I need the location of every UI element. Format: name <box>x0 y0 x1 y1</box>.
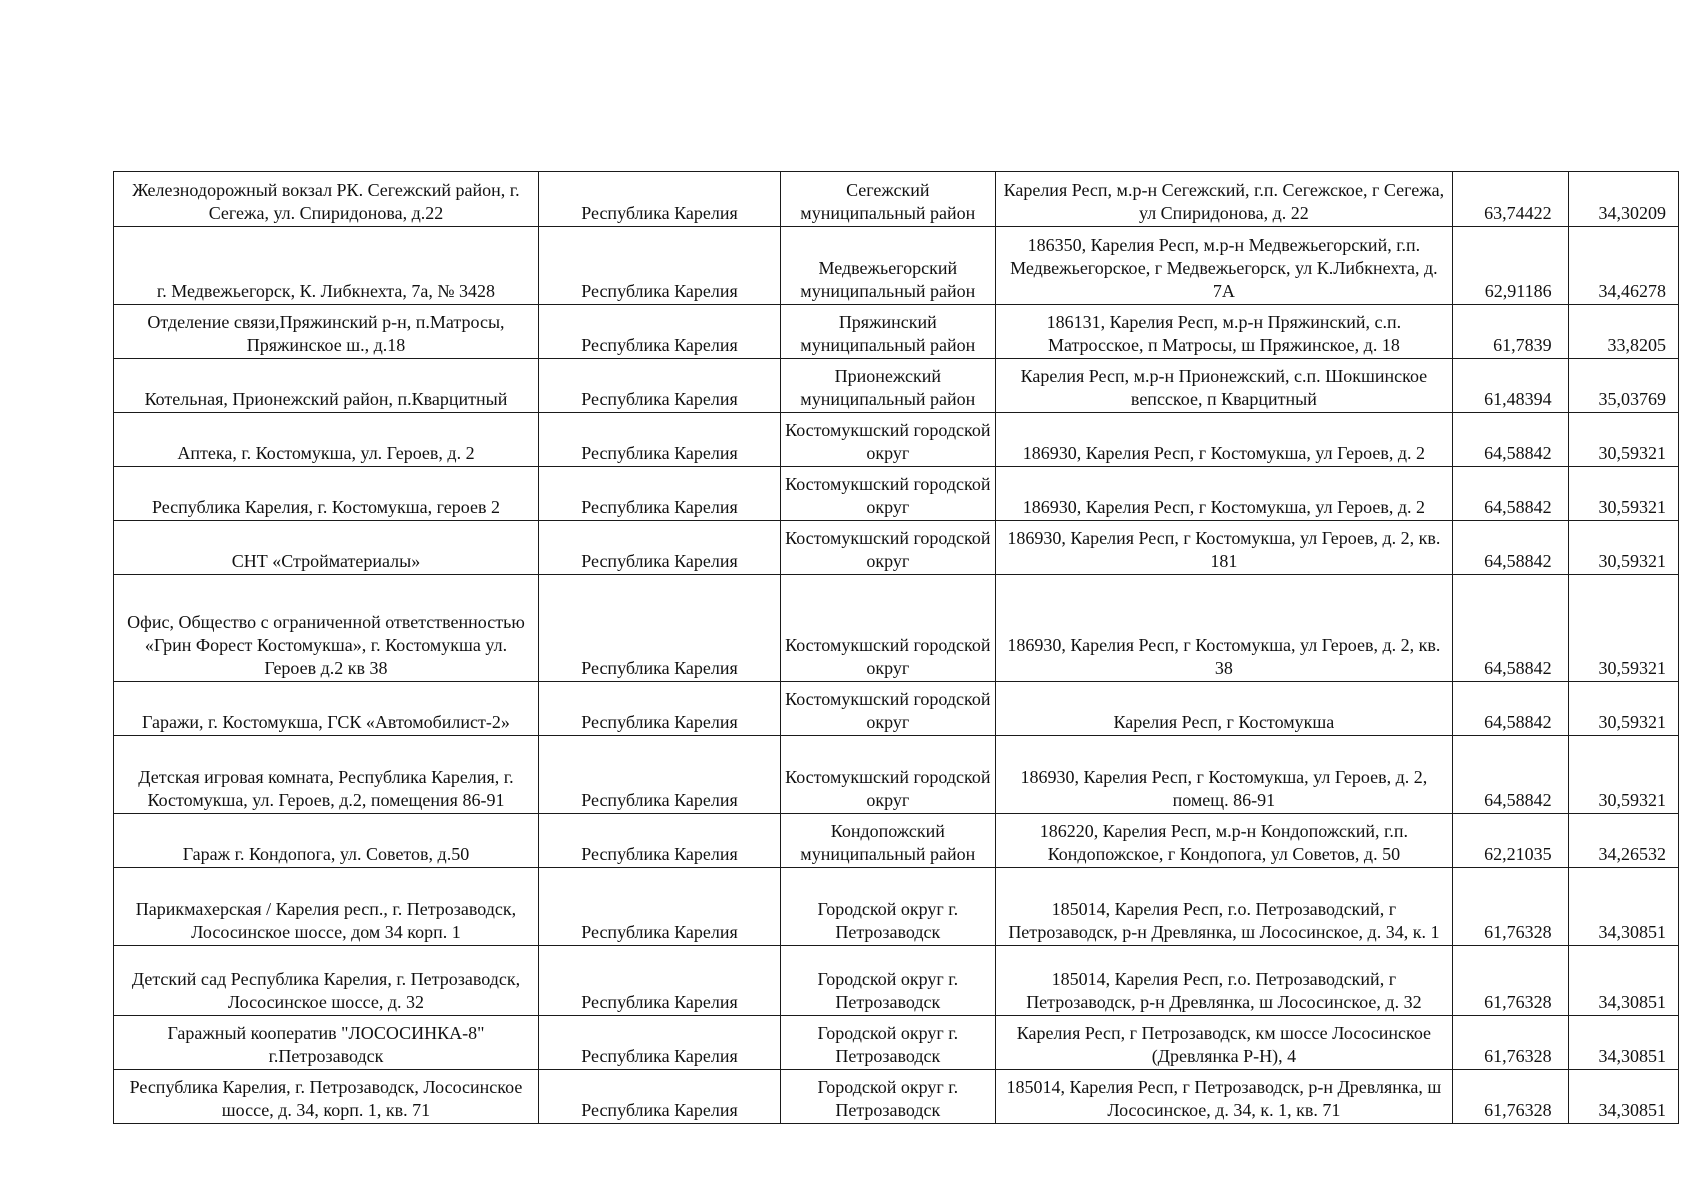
longitude-cell: 34,30851 <box>1568 946 1678 1016</box>
address-cell: 186930, Карелия Респ, г Костомукша, ул Героев, д. 2 <box>995 413 1453 467</box>
longitude-cell: 30,59321 <box>1568 575 1678 682</box>
district-cell: Пряжинский муниципальный район <box>781 305 996 359</box>
location-name-cell: Республика Карелия, г. Костомукша, героев 2 <box>114 467 539 521</box>
latitude-cell: 64,58842 <box>1453 575 1568 682</box>
region-cell: Республика Карелия <box>538 227 780 305</box>
table-row <box>114 413 1679 467</box>
region-cell: Республика Карелия <box>538 946 780 1016</box>
location-name-cell: Железнодорожный вокзал РК. Сегежский район, г. Сегежа, ул. Спиридонова, д.22 <box>114 172 539 227</box>
location-name-cell: Детская игровая комната, Республика Карелия, г. Костомукша, ул. Героев, д.2, помещения 86-91 <box>114 736 539 814</box>
longitude-cell: 30,59321 <box>1568 413 1678 467</box>
district-cell: Городской округ г. Петрозаводск <box>781 1016 996 1070</box>
latitude-cell: 63,74422 <box>1453 172 1568 227</box>
region-cell: Республика Карелия <box>538 467 780 521</box>
address-cell: Карелия Респ, г Костомукша <box>995 682 1453 736</box>
table-row <box>114 682 1679 736</box>
longitude-cell: 34,46278 <box>1568 227 1678 305</box>
address-cell: Карелия Респ, м.р-н Прионежский, с.п. Шокшинское вепсское, п Кварцитный <box>995 359 1453 413</box>
longitude-cell: 34,30851 <box>1568 868 1678 946</box>
address-cell: Карелия Респ, м.р-н Сегежский, г.п. Сегежское, г Сегежа, ул Спиридонова, д. 22 <box>995 172 1453 227</box>
latitude-cell: 64,58842 <box>1453 467 1568 521</box>
region-cell: Республика Карелия <box>538 575 780 682</box>
region-cell: Республика Карелия <box>538 359 780 413</box>
longitude-cell: 34,30851 <box>1568 1070 1678 1124</box>
address-cell: 185014, Карелия Респ, г Петрозаводск, р-н Древлянка, ш Лососинское, д. 34, к. 1, кв. 71 <box>995 1070 1453 1124</box>
address-cell: 185014, Карелия Респ, г.о. Петрозаводский, г Петрозаводск, р-н Древлянка, ш Лососинское, д. 34, к. 1 <box>995 868 1453 946</box>
location-name-cell: Котельная, Прионежский район, п.Кварцитный <box>114 359 539 413</box>
latitude-cell: 64,58842 <box>1453 413 1568 467</box>
address-cell: 186930, Карелия Респ, г Костомукша, ул Героев, д. 2, помещ. 86-91 <box>995 736 1453 814</box>
longitude-cell: 35,03769 <box>1568 359 1678 413</box>
latitude-cell: 61,7839 <box>1453 305 1568 359</box>
longitude-cell: 34,26532 <box>1568 814 1678 868</box>
table-row <box>114 814 1679 868</box>
region-cell: Республика Карелия <box>538 868 780 946</box>
latitude-cell: 64,58842 <box>1453 736 1568 814</box>
table-row <box>114 467 1679 521</box>
longitude-cell: 33,8205 <box>1568 305 1678 359</box>
table-row <box>114 359 1679 413</box>
region-cell: Республика Карелия <box>538 682 780 736</box>
region-cell: Республика Карелия <box>538 305 780 359</box>
longitude-cell: 34,30851 <box>1568 1016 1678 1070</box>
latitude-cell: 64,58842 <box>1453 682 1568 736</box>
location-name-cell: Детский сад Республика Карелия, г. Петрозаводск, Лососинское шоссе, д. 32 <box>114 946 539 1016</box>
district-cell: Костомукшский городской округ <box>781 467 996 521</box>
location-name-cell: Гараж г. Кондопога, ул. Советов, д.50 <box>114 814 539 868</box>
latitude-cell: 61,76328 <box>1453 1016 1568 1070</box>
table-row <box>114 736 1679 814</box>
region-cell: Республика Карелия <box>538 1016 780 1070</box>
latitude-cell: 61,76328 <box>1453 868 1568 946</box>
table-row <box>114 946 1679 1016</box>
address-cell: 186930, Карелия Респ, г Костомукша, ул Героев, д. 2, кв. 38 <box>995 575 1453 682</box>
table-row <box>114 575 1679 682</box>
district-cell: Городской округ г. Петрозаводск <box>781 1070 996 1124</box>
latitude-cell: 61,76328 <box>1453 1070 1568 1124</box>
location-name-cell: Аптека, г. Костомукша, ул. Героев, д. 2 <box>114 413 539 467</box>
latitude-cell: 62,91186 <box>1453 227 1568 305</box>
location-name-cell: Отделение связи,Пряжинский р-н, п.Матросы, Пряжинское ш., д.18 <box>114 305 539 359</box>
table-body <box>114 172 1679 1124</box>
region-cell: Республика Карелия <box>538 521 780 575</box>
latitude-cell: 62,21035 <box>1453 814 1568 868</box>
table-row <box>114 172 1679 227</box>
district-cell: Городской округ г. Петрозаводск <box>781 946 996 1016</box>
district-cell: Костомукшский городской округ <box>781 736 996 814</box>
district-cell: Прионежский муниципальный район <box>781 359 996 413</box>
latitude-cell: 61,48394 <box>1453 359 1568 413</box>
table-row <box>114 1070 1679 1124</box>
district-cell: Костомукшский городской округ <box>781 521 996 575</box>
district-cell: Сегежский муниципальный район <box>781 172 996 227</box>
district-cell: Костомукшский городской округ <box>781 682 996 736</box>
location-name-cell: Гаражный кооператив "ЛОСОСИНКА-8" г.Петрозаводск <box>114 1016 539 1070</box>
table-row <box>114 521 1679 575</box>
address-cell: 186930, Карелия Респ, г Костомукша, ул Героев, д. 2 <box>995 467 1453 521</box>
district-cell: Медвежьегорский муниципальный район <box>781 227 996 305</box>
district-cell: Городской округ г. Петрозаводск <box>781 868 996 946</box>
address-cell: 186131, Карелия Респ, м.р-н Пряжинский, с.п. Матросское, п Матросы, ш Пряжинское, д. 18 <box>995 305 1453 359</box>
region-cell: Республика Карелия <box>538 1070 780 1124</box>
longitude-cell: 30,59321 <box>1568 467 1678 521</box>
location-name-cell: Гаражи, г. Костомукша, ГСК «Автомобилист-2» <box>114 682 539 736</box>
locations-table <box>113 171 1679 1124</box>
table-row <box>114 227 1679 305</box>
district-cell: Костомукшский городской округ <box>781 575 996 682</box>
region-cell: Республика Карелия <box>538 413 780 467</box>
longitude-cell: 30,59321 <box>1568 682 1678 736</box>
latitude-cell: 61,76328 <box>1453 946 1568 1016</box>
address-cell: 186220, Карелия Респ, м.р-н Кондопожский, г.п. Кондопожское, г Кондопога, ул Советов, д. 50 <box>995 814 1453 868</box>
longitude-cell: 30,59321 <box>1568 736 1678 814</box>
address-cell: 186350, Карелия Респ, м.р-н Медвежьегорский, г.п. Медвежьегорское, г Медвежьегорск, ул К.Либкнехта, д. 7А <box>995 227 1453 305</box>
location-name-cell: Офис, Общество с ограниченной ответственностью «Грин Форест Костомукша», г. Костомукша ул. Героев д.2 кв 38 <box>114 575 539 682</box>
region-cell: Республика Карелия <box>538 172 780 227</box>
longitude-cell: 30,59321 <box>1568 521 1678 575</box>
location-name-cell: СНТ «Стройматериалы» <box>114 521 539 575</box>
table-row <box>114 868 1679 946</box>
table-row <box>114 305 1679 359</box>
longitude-cell: 34,30209 <box>1568 172 1678 227</box>
address-cell: 185014, Карелия Респ, г.о. Петрозаводский, г Петрозаводск, р-н Древлянка, ш Лососинское, д. 32 <box>995 946 1453 1016</box>
district-cell: Костомукшский городской округ <box>781 413 996 467</box>
region-cell: Республика Карелия <box>538 814 780 868</box>
location-name-cell: г. Медвежьегорск, К. Либкнехта, 7а, № 3428 <box>114 227 539 305</box>
region-cell: Республика Карелия <box>538 736 780 814</box>
address-cell: 186930, Карелия Респ, г Костомукша, ул Героев, д. 2, кв. 181 <box>995 521 1453 575</box>
location-name-cell: Парикмахерская / Карелия респ., г. Петрозаводск, Лососинское шоссе, дом 34 корп. 1 <box>114 868 539 946</box>
address-cell: Карелия Респ, г Петрозаводск, км шоссе Лососинское (Древлянка Р-Н), 4 <box>995 1016 1453 1070</box>
latitude-cell: 64,58842 <box>1453 521 1568 575</box>
location-name-cell: Республика Карелия, г. Петрозаводск, Лососинское шоссе, д. 34, корп. 1, кв. 71 <box>114 1070 539 1124</box>
table-row <box>114 1016 1679 1070</box>
district-cell: Кондопожский муниципальный район <box>781 814 996 868</box>
